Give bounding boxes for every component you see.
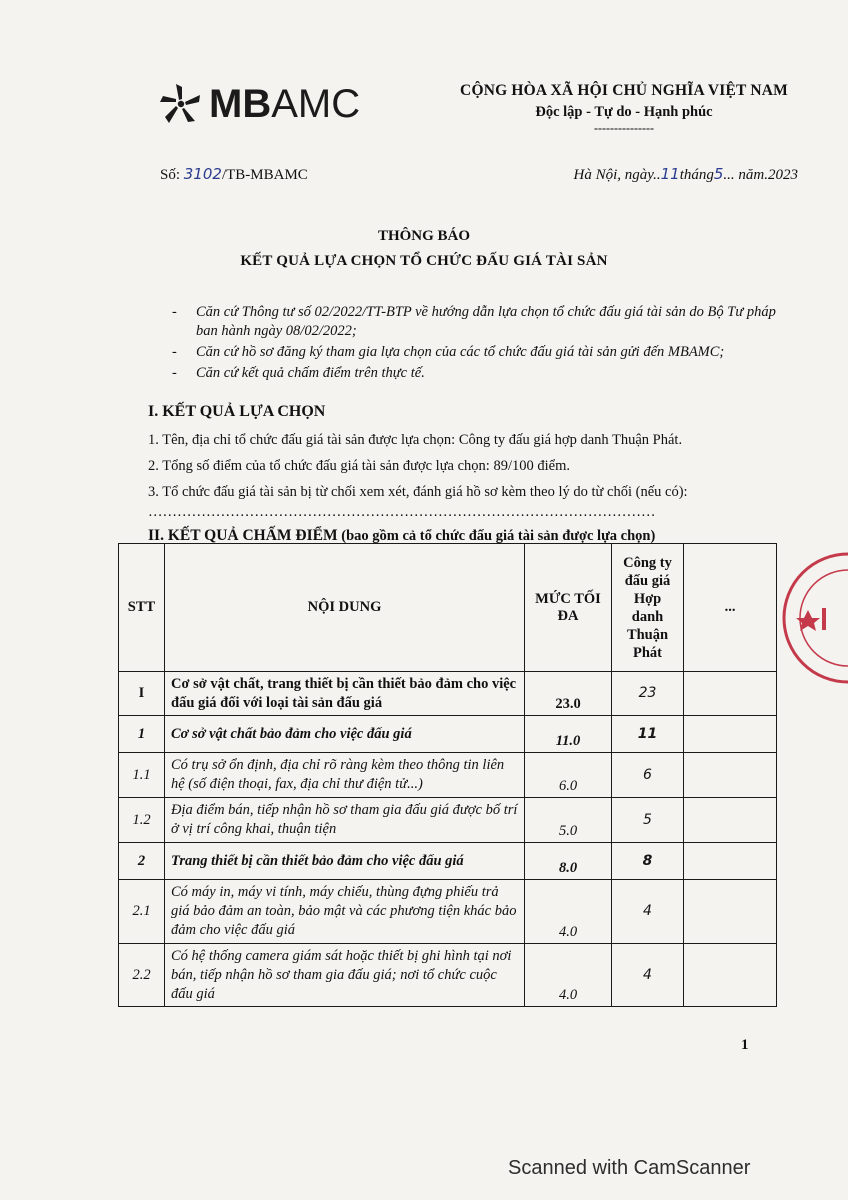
row-max: 8.0: [525, 843, 612, 880]
row-empty-cell: [684, 944, 777, 1007]
legal-basis-item: - Căn cứ Thông tư số 02/2022/TT-BTP về hướng dẫn lựa chọn tổ chức đấu giá tài sản do Bộ Tư pháp ban hành ngày 08/02/2022;: [172, 303, 782, 341]
section-2-heading: II. KẾT QUẢ CHẤM ĐIỂM (bao gồm cả tổ chức đấu giá tài sản được lựa chọn): [148, 527, 656, 544]
row-score: 5: [612, 798, 684, 843]
handwritten-day: 11: [660, 165, 680, 183]
row-max: 5.0: [525, 798, 612, 843]
table-row: [119, 672, 777, 716]
row-content: Địa điểm bán, tiếp nhận hồ sơ tham gia đấu giá được bố trí ở vị trí công khai, thuận tiện: [165, 798, 525, 843]
row-empty-cell: [684, 880, 777, 944]
row-empty-cell: [684, 798, 777, 843]
row-score: 4: [612, 880, 684, 944]
header-max: MỨC TỐI ĐA: [525, 544, 612, 672]
row-max: 11.0: [525, 716, 612, 753]
row-content: Cơ sở vật chất bảo đảm cho việc đấu giá: [165, 716, 525, 753]
table-row: [119, 880, 777, 944]
total-score: 2. Tổng số điểm của tổ chức đấu giá tài sản được lựa chọn: 89/100 điểm.: [148, 458, 570, 474]
mbamc-logo: [155, 78, 360, 130]
table-row: [119, 944, 777, 1007]
logo-text: MBAMC: [209, 81, 361, 126]
selected-organization: 1. Tên, địa chỉ tổ chức đấu giá tài sản được lựa chọn: Công ty đấu giá hợp danh Thuận Phát.: [148, 432, 683, 448]
row-stt: I: [119, 672, 165, 716]
red-seal-stamp-icon: [778, 548, 848, 688]
handwritten-month: 5: [713, 165, 724, 183]
doc-title: THÔNG BÁO: [377, 228, 471, 244]
row-score: 4: [612, 944, 684, 1007]
row-max: 23.0: [525, 672, 612, 716]
national-heading: [454, 82, 794, 133]
row-score: 11: [612, 716, 684, 753]
scoring-table: [118, 543, 777, 1007]
row-stt: 2.1: [119, 880, 165, 944]
handwritten-number: 3102: [183, 165, 222, 183]
row-empty-cell: [684, 716, 777, 753]
row-stt: 1: [119, 716, 165, 753]
table-header-row: [119, 544, 777, 672]
header-firm: Công ty đấu giá Hợp danh Thuận Phát: [612, 544, 684, 672]
row-content: Cơ sở vật chất, trang thiết bị cần thiết bảo đảm cho việc đấu giá đối với loại tài sản đấu giá: [165, 672, 525, 716]
row-max: 6.0: [525, 753, 612, 798]
table-row: [119, 798, 777, 843]
section-1-heading: I. KẾT QUẢ LỰA CHỌN: [148, 403, 326, 420]
row-empty-cell: [684, 843, 777, 880]
row-content: Có máy in, máy vi tính, máy chiếu, thùng đựng phiếu trả giá bảo đảm an toàn, bảo mật và các phương tiện khác bảo đảm cho việc đấu giá: [165, 880, 525, 944]
row-max: 4.0: [525, 944, 612, 1007]
table-row: [119, 716, 777, 753]
row-stt: 2: [119, 843, 165, 880]
header-stt: STT: [119, 544, 165, 672]
table-row: [119, 843, 777, 880]
header-more: ...: [684, 544, 777, 672]
legal-bases: [172, 303, 782, 385]
row-score: 6: [612, 753, 684, 798]
row-stt: 2.2: [119, 944, 165, 1007]
star-logo-icon: [155, 78, 207, 130]
row-score: 8: [612, 843, 684, 880]
date-line: Hà Nội, ngày..11tháng5... năm.2023: [573, 165, 798, 183]
row-content: Trang thiết bị cần thiết bảo đảm cho việc đấu giá: [165, 843, 525, 880]
row-content: Có trụ sở ổn định, địa chỉ rõ ràng kèm theo thông tin liên hệ (số điện thoại, fax, địa chỉ thư điện tử...): [165, 753, 525, 798]
row-stt: 1.1: [119, 753, 165, 798]
table-row: [119, 753, 777, 798]
republic-name: CỘNG HÒA XÃ HỘI CHỦ NGHĨA VIỆT NAM: [460, 82, 788, 99]
legal-basis-item: - Căn cứ kết quả chấm điểm trên thực tế.: [172, 364, 782, 383]
rejected-organizations: 3. Tổ chức đấu giá tài sản bị từ chối xem xét, đánh giá hồ sơ kèm theo lý do từ chối (nếu có): ……………………………………………………………………………………………: [148, 484, 688, 520]
legal-basis-item: - Căn cứ hồ sơ đăng ký tham gia lựa chọn của các tổ chức đấu giá tài sản gửi đến MBAMC;: [172, 343, 782, 362]
page-number: 1: [741, 1037, 749, 1053]
header-content: NỘI DUNG: [165, 544, 525, 672]
row-empty-cell: [684, 753, 777, 798]
row-max: 4.0: [525, 880, 612, 944]
row-content: Có hệ thống camera giám sát hoặc thiết bị ghi hình tại nơi bán, tiếp nhận hồ sơ tham gia đấu giá; nơi tổ chức cuộc đấu giá: [165, 944, 525, 1007]
national-motto: Độc lập - Tự do - Hạnh phúc: [535, 104, 713, 120]
doc-subtitle: KẾT QUẢ LỰA CHỌN TỔ CHỨC ĐẤU GIÁ TÀI SẢN: [240, 253, 608, 269]
row-stt: 1.2: [119, 798, 165, 843]
row-score: 23: [612, 672, 684, 716]
scanner-watermark: Scanned with CamScanner: [508, 1157, 751, 1179]
heading-divider: ---------------: [594, 121, 654, 135]
document-number: Số: 3102/TB-MBAMC: [160, 165, 308, 183]
row-empty-cell: [684, 672, 777, 716]
